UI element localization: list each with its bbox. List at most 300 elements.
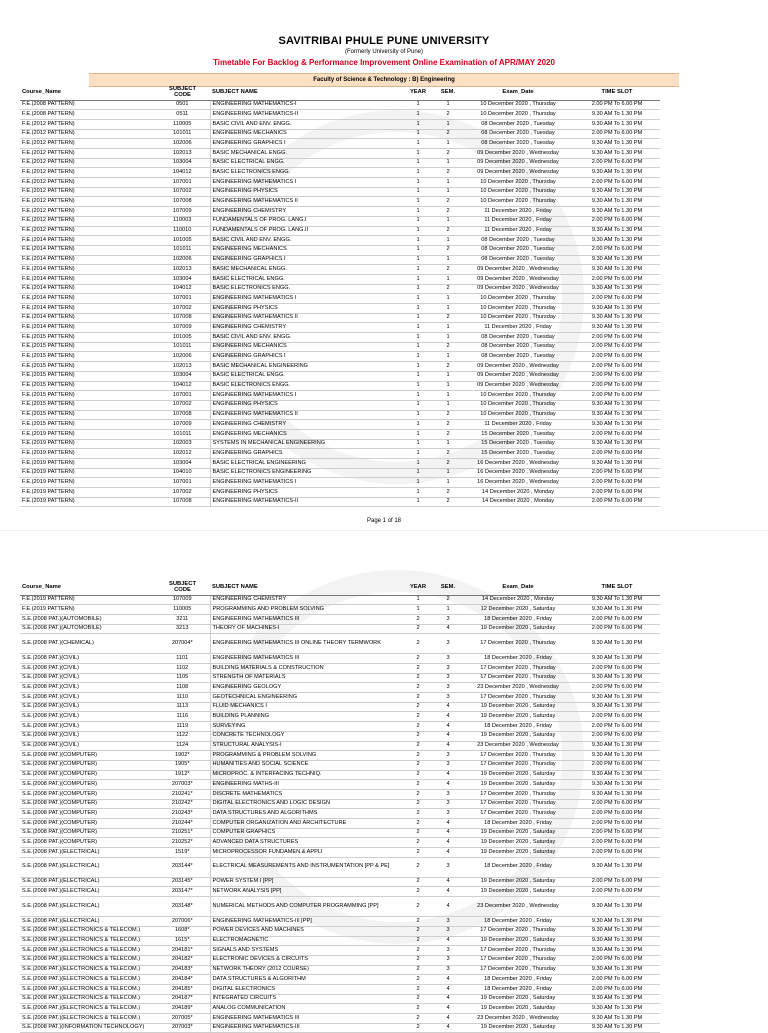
time-slot-cell: 2.00 PM To 6.00 PM [574, 877, 660, 887]
exam-date-cell: 23 December 2020 , Wednesday [462, 897, 574, 917]
table-row [20, 178, 660, 188]
table-row [20, 741, 660, 751]
year-cell: 1 [402, 429, 434, 439]
course-cell: S.E.(2008 PAT.)(ELECTRONICS & TELECOM.) [20, 994, 155, 1004]
time-slot-cell: 2.00 PM To 6.00 PM [574, 828, 660, 838]
subject-code-cell: 204184* [155, 975, 210, 985]
course-cell: S.E.(2008 PAT.)(ELECTRICAL) [20, 877, 155, 887]
subject-code-cell: 204183* [155, 965, 210, 975]
sem-cell: 3 [434, 664, 462, 674]
sem-cell: 4 [434, 819, 462, 829]
year-cell: 2 [402, 624, 434, 634]
course-cell: F.E.(2012 PATTERN) [20, 207, 155, 217]
exam-date-cell: 08 December 2020 , Tuesday [462, 245, 574, 255]
subject-code-cell: 107001 [155, 178, 210, 188]
sem-cell: 1 [434, 274, 462, 284]
subject-code-cell: 104010 [155, 468, 210, 478]
course-cell: F.E.(2015 PATTERN) [20, 391, 155, 401]
subject-name-cell: BASIC ELECTRICAL ENGG. [210, 158, 402, 168]
table-row [20, 799, 660, 809]
table-row [20, 664, 660, 674]
time-slot-cell: 2.00 PM To 6.00 PM [574, 838, 660, 848]
subject-name-cell: DISCRETE MATHEMATICS [210, 789, 402, 799]
exam-date-cell: 08 December 2020 , Tuesday [462, 352, 574, 362]
course-cell: S.E.(2008 PAT.)(CIVIL) [20, 722, 155, 732]
course-cell: S.E.(2008 PAT.)(ELECTRONICS & TELECOM.) [20, 955, 155, 965]
year-cell: 1 [402, 129, 434, 139]
exam-date-cell: 16 December 2020 , Wednesday [462, 478, 574, 488]
subject-code-cell: 207003* [155, 1023, 210, 1033]
sem-cell: 4 [434, 838, 462, 848]
course-cell: F.E.(2015 PATTERN) [20, 410, 155, 420]
subject-name-cell: BUILDING PLANNING [210, 712, 402, 722]
time-slot-cell: 9.30 AM To 1.30 PM [574, 946, 660, 956]
timetable-page-2 [0, 531, 768, 1031]
subject-name-cell: BASIC ELECTRONICS ENGINEERING [210, 468, 402, 478]
university-name: SAVITRIBAI PHULE PUNE UNIVERSITY [278, 35, 490, 47]
table-row [20, 362, 660, 372]
time-slot-cell: 9.30 AM To 1.30 PM [574, 926, 660, 936]
subject-name-cell: DIGITAL ELECTRONICS AND LOGIC DESIGN [210, 799, 402, 809]
time-slot-cell: 9.30 AM To 1.30 PM [574, 400, 660, 410]
subject-code-cell: 103004 [155, 274, 210, 284]
course-cell: F.E.(2012 PATTERN) [20, 187, 155, 197]
table-row [20, 760, 660, 770]
year-cell: 2 [402, 936, 434, 946]
sem-cell: 4 [434, 1023, 462, 1033]
subject-name-cell: ELECTRICAL MEASUREMENTS AND INSTRUMENTATION [PP & PE] [210, 857, 402, 877]
exam-date-cell: 18 December 2020 , Friday [462, 984, 574, 994]
sem-cell: 1 [434, 255, 462, 265]
subject-name-cell: MICROPROCESSOR FUNDAMEN.& APPLI [210, 848, 402, 858]
subject-name-cell: POWER DEVICES AND MACHINES [210, 926, 402, 936]
exam-date-cell: 19 December 2020 , Saturday [462, 1023, 574, 1033]
subject-name-cell: BASIC MECHANICAL ENGG. [210, 149, 402, 159]
subject-name-cell: NUMERICAL METHODS AND COMPUTER PROGRAMMING [PP] [210, 897, 402, 917]
year-cell: 1 [402, 168, 434, 178]
course-cell: S.E.(2008 PAT.)(COMPUTER) [20, 838, 155, 848]
course-cell: F.E.(2015 PATTERN) [20, 362, 155, 372]
course-cell: F.E.(2014 PATTERN) [20, 313, 155, 323]
time-slot-cell: 9.30 AM To 1.30 PM [574, 420, 660, 430]
sem-cell: 1 [434, 158, 462, 168]
table-row [20, 139, 660, 149]
exam-date-cell: 19 December 2020 , Saturday [462, 770, 574, 780]
sem-cell: 3 [434, 683, 462, 693]
subject-code-cell: 102003 [155, 439, 210, 449]
year-cell: 1 [402, 149, 434, 159]
exam-date-cell: 10 December 2020 , Thursday [462, 400, 574, 410]
year-cell: 2 [402, 789, 434, 799]
sem-cell: 3 [434, 799, 462, 809]
sem-cell: 1 [434, 294, 462, 304]
subject-name-cell: SIGNALS AND SYSTEMS [210, 946, 402, 956]
exam-date-cell: 10 December 2020 , Thursday [462, 304, 574, 314]
exam-date-cell: 09 December 2020 , Wednesday [462, 371, 574, 381]
year-cell: 1 [402, 478, 434, 488]
subject-code-cell: 204189* [155, 1004, 210, 1014]
table-row [20, 751, 660, 761]
subject-name-cell: THEORY OF MACHINES-I [210, 624, 402, 634]
course-cell: S.E.(2008 PAT.)(COMPUTER) [20, 751, 155, 761]
sem-cell: 2 [434, 410, 462, 420]
year-cell: 1 [402, 207, 434, 217]
time-slot-cell: 9.30 AM To 1.30 PM [574, 654, 660, 664]
subject-code-cell: 102012 [155, 449, 210, 459]
subject-name-cell: ENGINEERING PHYSICS [210, 187, 402, 197]
subject-code-cell: 102013 [155, 265, 210, 275]
course-cell: S.E.(2008 PAT.)(COMPUTER) [20, 770, 155, 780]
sem-cell: 1 [434, 178, 462, 188]
exam-date-cell: 11 December 2020 , Friday [462, 216, 574, 226]
subject-code-cell: 1902* [155, 751, 210, 761]
table-row [20, 984, 660, 994]
table-row [20, 119, 660, 129]
exam-date-cell: 19 December 2020 , Saturday [462, 731, 574, 741]
sem-cell: 4 [434, 722, 462, 732]
course-cell: S.E.(2008 PAT.)(COMPUTER) [20, 819, 155, 829]
subject-code-cell: 1105 [155, 673, 210, 683]
course-cell: F.E.(2014 PATTERN) [20, 304, 155, 314]
table-row [20, 439, 660, 449]
table-row [20, 887, 660, 897]
year-cell: 1 [402, 449, 434, 459]
exam-date-cell: 10 December 2020 , Thursday [462, 313, 574, 323]
year-cell: 2 [402, 975, 434, 985]
exam-date-cell: 19 December 2020 , Saturday [462, 994, 574, 1004]
year-cell: 2 [402, 1004, 434, 1014]
time-slot-cell: 2.00 PM To 6.00 PM [574, 664, 660, 674]
sem-cell: 2 [434, 488, 462, 498]
subject-name-cell: ENGINEERING MATHEMATICS I [210, 178, 402, 188]
sem-cell: 2 [434, 449, 462, 459]
exam-date-cell: 19 December 2020 , Saturday [462, 877, 574, 887]
col-year: YEAR [402, 581, 434, 595]
course-cell: F.E.(2015 PATTERN) [20, 420, 155, 430]
table-row [20, 381, 660, 391]
subject-code-cell: 107002 [155, 187, 210, 197]
table-row [20, 789, 660, 799]
year-cell: 2 [402, 819, 434, 829]
subject-name-cell: COMPUTER GRAPHICS [210, 828, 402, 838]
sem-cell: 2 [434, 420, 462, 430]
table-row [20, 129, 660, 139]
course-cell: F.E.(2014 PATTERN) [20, 294, 155, 304]
year-cell: 2 [402, 654, 434, 664]
table-body [20, 595, 660, 1033]
exam-date-cell: 15 December 2020 , Tuesday [462, 429, 574, 439]
year-cell: 1 [402, 265, 434, 275]
subject-code-cell: 203148* [155, 897, 210, 917]
course-cell: F.E.(2019 PATTERN) [20, 605, 155, 615]
subject-code-cell: 104012 [155, 284, 210, 294]
sem-cell: 3 [434, 693, 462, 703]
subject-code-cell: 107009 [155, 595, 210, 605]
year-cell: 1 [402, 400, 434, 410]
subject-code-cell: 1912* [155, 770, 210, 780]
time-slot-cell: 9.30 AM To 1.30 PM [574, 197, 660, 207]
subject-name-cell: ELECTROMAGNETIC [210, 936, 402, 946]
subject-code-cell: 1615* [155, 936, 210, 946]
year-cell: 1 [402, 342, 434, 352]
exam-date-cell: 19 December 2020 , Saturday [462, 848, 574, 858]
course-cell: S.E.(2008 PAT.)(CIVIL) [20, 712, 155, 722]
course-cell: F.E.(2015 PATTERN) [20, 342, 155, 352]
sem-cell: 3 [434, 673, 462, 683]
course-cell: S.E.(2008 PAT.)(AUTOMOBILE) [20, 624, 155, 634]
subject-code-cell: 107001 [155, 294, 210, 304]
subject-code-cell: 107009 [155, 323, 210, 333]
course-cell: F.E.(2015 PATTERN) [20, 352, 155, 362]
course-cell: F.E.(2019 PATTERN) [20, 488, 155, 498]
time-slot-cell: 2.00 PM To 6.00 PM [574, 294, 660, 304]
subject-code-cell: 203145* [155, 877, 210, 887]
subject-code-cell: 110005 [155, 605, 210, 615]
table-row [20, 216, 660, 226]
course-cell: S.E.(2008 PAT.)(ELECTRICAL) [20, 917, 155, 927]
subject-name-cell: PROGRAMMING & PROBLEM SOLVING [210, 751, 402, 761]
time-slot-cell: 9.30 AM To 1.30 PM [574, 265, 660, 275]
time-slot-cell: 9.30 AM To 1.30 PM [574, 284, 660, 294]
subject-code-cell: 101011 [155, 245, 210, 255]
subject-name-cell: ENGINEERING MATHEMATICS-II [210, 497, 402, 507]
subject-code-cell: 107001 [155, 391, 210, 401]
subject-name-cell: ENGINEERING MECHANICS [210, 429, 402, 439]
year-cell: 1 [402, 100, 434, 110]
exam-date-cell: 09 December 2020 , Wednesday [462, 158, 574, 168]
exam-date-cell: 19 December 2020 , Saturday [462, 702, 574, 712]
subject-name-cell: ENGINEERING MATHEMATICS I [210, 391, 402, 401]
time-slot-cell: 2.00 PM To 6.00 PM [574, 887, 660, 897]
sem-cell: 4 [434, 994, 462, 1004]
course-cell: S.E.(2008 PAT.)(CIVIL) [20, 654, 155, 664]
exam-date-cell: 17 December 2020 , Thursday [462, 673, 574, 683]
sem-cell: 3 [434, 634, 462, 654]
course-cell: F.E.(2012 PATTERN) [20, 158, 155, 168]
year-cell: 2 [402, 731, 434, 741]
time-slot-cell: 2.00 PM To 6.00 PM [574, 722, 660, 732]
table-row [20, 702, 660, 712]
year-cell: 2 [402, 848, 434, 858]
subject-name-cell: ENGINEERING MATHEMATICS I [210, 478, 402, 488]
course-cell: S.E.(2008 PAT.)(ELECTRONICS & TELECOM.) [20, 1004, 155, 1014]
time-slot-cell: 9.30 AM To 1.30 PM [574, 459, 660, 469]
table-row [20, 449, 660, 459]
time-slot-cell: 9.30 AM To 1.30 PM [574, 226, 660, 236]
time-slot-cell: 2.00 PM To 6.00 PM [574, 129, 660, 139]
exam-date-cell: 23 December 2020 , Wednesday [462, 683, 574, 693]
table-row [20, 838, 660, 848]
sem-cell: 1 [434, 100, 462, 110]
table-row [20, 226, 660, 236]
subject-code-cell: 210252* [155, 838, 210, 848]
subject-name-cell: BASIC ELECTRONICS ENGG. [210, 381, 402, 391]
table-row [20, 245, 660, 255]
table-row [20, 207, 660, 217]
table-header-row [20, 581, 660, 595]
subject-code-cell: 101005 [155, 333, 210, 343]
table-row [20, 313, 660, 323]
table-row [20, 1014, 660, 1024]
course-cell: S.E.(2008 PAT.)(CIVIL) [20, 683, 155, 693]
sem-cell: 4 [434, 897, 462, 917]
table-row [20, 770, 660, 780]
col-course: Course_Name [20, 581, 155, 595]
time-slot-cell: 9.30 AM To 1.30 PM [574, 207, 660, 217]
table-row [20, 994, 660, 1004]
sem-cell: 1 [434, 468, 462, 478]
course-cell: F.E.(2014 PATTERN) [20, 236, 155, 246]
subject-name-cell: ENGINEERING MATHEMATICS-II [210, 110, 402, 120]
course-cell: F.E.(2012 PATTERN) [20, 119, 155, 129]
course-cell: F.E.(2015 PATTERN) [20, 371, 155, 381]
subject-name-cell: HUMANITIES AND SOCIAL SCIENCE [210, 760, 402, 770]
subject-code-cell: 101011 [155, 342, 210, 352]
sem-cell: 4 [434, 624, 462, 634]
subject-name-cell: BUILDING MATERIALS & CONSTRUCTION [210, 664, 402, 674]
exam-date-cell: 17 December 2020 , Thursday [462, 926, 574, 936]
exam-date-cell: 17 December 2020 , Thursday [462, 751, 574, 761]
sem-cell: 1 [434, 391, 462, 401]
time-slot-cell: 2.00 PM To 6.00 PM [574, 468, 660, 478]
exam-date-cell: 15 December 2020 , Tuesday [462, 449, 574, 459]
exam-date-cell: 16 December 2020 , Wednesday [462, 459, 574, 469]
subject-name-cell: SYSTEMS IN MECHANICAL ENGINEERING [210, 439, 402, 449]
sem-cell: 1 [434, 236, 462, 246]
subject-code-cell: 1122 [155, 731, 210, 741]
time-slot-cell: 2.00 PM To 6.00 PM [574, 342, 660, 352]
subject-code-cell: 1113 [155, 702, 210, 712]
course-cell: S.E.(2008 PAT.)(ELECTRONICS & TELECOM.) [20, 975, 155, 985]
exam-date-cell: 11 December 2020 , Friday [462, 207, 574, 217]
course-cell: F.E.(2015 PATTERN) [20, 400, 155, 410]
course-cell: F.E.(2019 PATTERN) [20, 459, 155, 469]
table-row [20, 284, 660, 294]
exam-date-cell: 18 December 2020 , Friday [462, 975, 574, 985]
table-row [20, 158, 660, 168]
sem-cell: 3 [434, 946, 462, 956]
exam-date-cell: 17 December 2020 , Thursday [462, 965, 574, 975]
table-row [20, 333, 660, 343]
subject-name-cell: ENGINEERING MATHEMATICS I [210, 294, 402, 304]
sem-cell: 3 [434, 614, 462, 624]
subject-name-cell: ENGINEERING GRAPHICS I [210, 352, 402, 362]
table-row [20, 265, 660, 275]
sem-cell: 4 [434, 741, 462, 751]
subject-code-cell: 102006 [155, 352, 210, 362]
time-slot-cell: 2.00 PM To 6.00 PM [574, 478, 660, 488]
subject-code-cell: 107002 [155, 488, 210, 498]
subject-code-cell: 210242* [155, 799, 210, 809]
subject-name-cell: ENGINEERING MECHANICS [210, 129, 402, 139]
year-cell: 2 [402, 917, 434, 927]
subject-name-cell: GEOTECHNICAL ENGINEERING [210, 693, 402, 703]
sem-cell: 2 [434, 497, 462, 507]
col-subject-name: SUBJECT NAME [210, 581, 402, 595]
subject-code-cell: 104012 [155, 168, 210, 178]
subject-name-cell: ENGINEERING GRAPHICS I [210, 139, 402, 149]
subject-code-cell: 101011 [155, 429, 210, 439]
sem-cell: 1 [434, 323, 462, 333]
col-exam-date: Exam_Date [462, 581, 574, 595]
year-cell: 2 [402, 887, 434, 897]
exam-date-cell: 10 December 2020 , Thursday [462, 197, 574, 207]
subject-name-cell: NETWORK THEORY (2012 COURSE) [210, 965, 402, 975]
sem-cell: 1 [434, 304, 462, 314]
course-cell: S.E.(2008 PAT.)(AUTOMOBILE) [20, 614, 155, 624]
year-cell: 1 [402, 313, 434, 323]
page-number: Page 1 of 18 [366, 518, 402, 524]
time-slot-cell: 2.00 PM To 6.00 PM [574, 371, 660, 381]
time-slot-cell: 9.30 AM To 1.30 PM [574, 1014, 660, 1024]
subject-code-cell: 1110 [155, 693, 210, 703]
table-row [20, 722, 660, 732]
sem-cell: 1 [434, 439, 462, 449]
table-row [20, 488, 660, 498]
table-row [20, 352, 660, 362]
table-row [20, 595, 660, 605]
time-slot-cell: 9.30 AM To 1.30 PM [574, 741, 660, 751]
year-cell: 1 [402, 187, 434, 197]
exam-date-cell: 08 December 2020 , Tuesday [462, 236, 574, 246]
exam-date-cell: 17 December 2020 , Thursday [462, 693, 574, 703]
exam-date-cell: 18 December 2020 , Friday [462, 857, 574, 877]
course-cell: S.E.(2008 PAT.)(CIVIL) [20, 693, 155, 703]
time-slot-cell: 9.30 AM To 1.30 PM [574, 917, 660, 927]
time-slot-cell: 9.30 AM To 1.30 PM [574, 634, 660, 654]
year-cell: 2 [402, 1023, 434, 1033]
time-slot-cell: 9.30 AM To 1.30 PM [574, 780, 660, 790]
course-cell: F.E.(2014 PATTERN) [20, 245, 155, 255]
year-cell: 2 [402, 799, 434, 809]
sem-cell: 2 [434, 197, 462, 207]
exam-date-cell: 17 December 2020 , Thursday [462, 634, 574, 654]
year-cell: 1 [402, 178, 434, 188]
sem-cell: 2 [434, 207, 462, 217]
subject-name-cell: PROGRAMMING AND PROBLEM SOLVING [210, 605, 402, 615]
sem-cell: 2 [434, 129, 462, 139]
subject-name-cell: BASIC ELECTRICAL ENGINEERING [210, 459, 402, 469]
course-cell: S.E.(2008 PAT.)(COMPUTER) [20, 809, 155, 819]
course-cell: F.E.(2014 PATTERN) [20, 274, 155, 284]
table-row [20, 236, 660, 246]
course-cell: S.E.(2008 PAT.)(ELECTRICAL) [20, 897, 155, 917]
sem-cell: 4 [434, 975, 462, 985]
exam-date-cell: 14 December 2020 , Monday [462, 488, 574, 498]
table-row [20, 468, 660, 478]
subject-code-cell: 103004 [155, 459, 210, 469]
time-slot-cell: 2.00 PM To 6.00 PM [574, 158, 660, 168]
subject-code-cell: 107002 [155, 304, 210, 314]
year-cell: 1 [402, 459, 434, 469]
sem-cell: 4 [434, 877, 462, 887]
exam-date-cell: 17 December 2020 , Thursday [462, 760, 574, 770]
table-row [20, 420, 660, 430]
subject-name-cell: ANALOG COMMUNICATION [210, 1004, 402, 1014]
exam-date-cell: 09 December 2020 , Wednesday [462, 274, 574, 284]
subject-code-cell: 203147* [155, 887, 210, 897]
sem-cell: 2 [434, 313, 462, 323]
time-slot-cell: 2.00 PM To 6.00 PM [574, 760, 660, 770]
subject-name-cell: ENGINEERING GRAPHICS I [210, 255, 402, 265]
course-cell: F.E.(2012 PATTERN) [20, 216, 155, 226]
table-row [20, 877, 660, 887]
subject-name-cell: BASIC CIVIL AND ENV. ENGG. [210, 236, 402, 246]
table-row [20, 683, 660, 693]
subject-name-cell: ENGINEERING CHEMISTRY [210, 595, 402, 605]
year-cell: 2 [402, 780, 434, 790]
time-slot-cell: 2.00 PM To 6.00 PM [574, 712, 660, 722]
